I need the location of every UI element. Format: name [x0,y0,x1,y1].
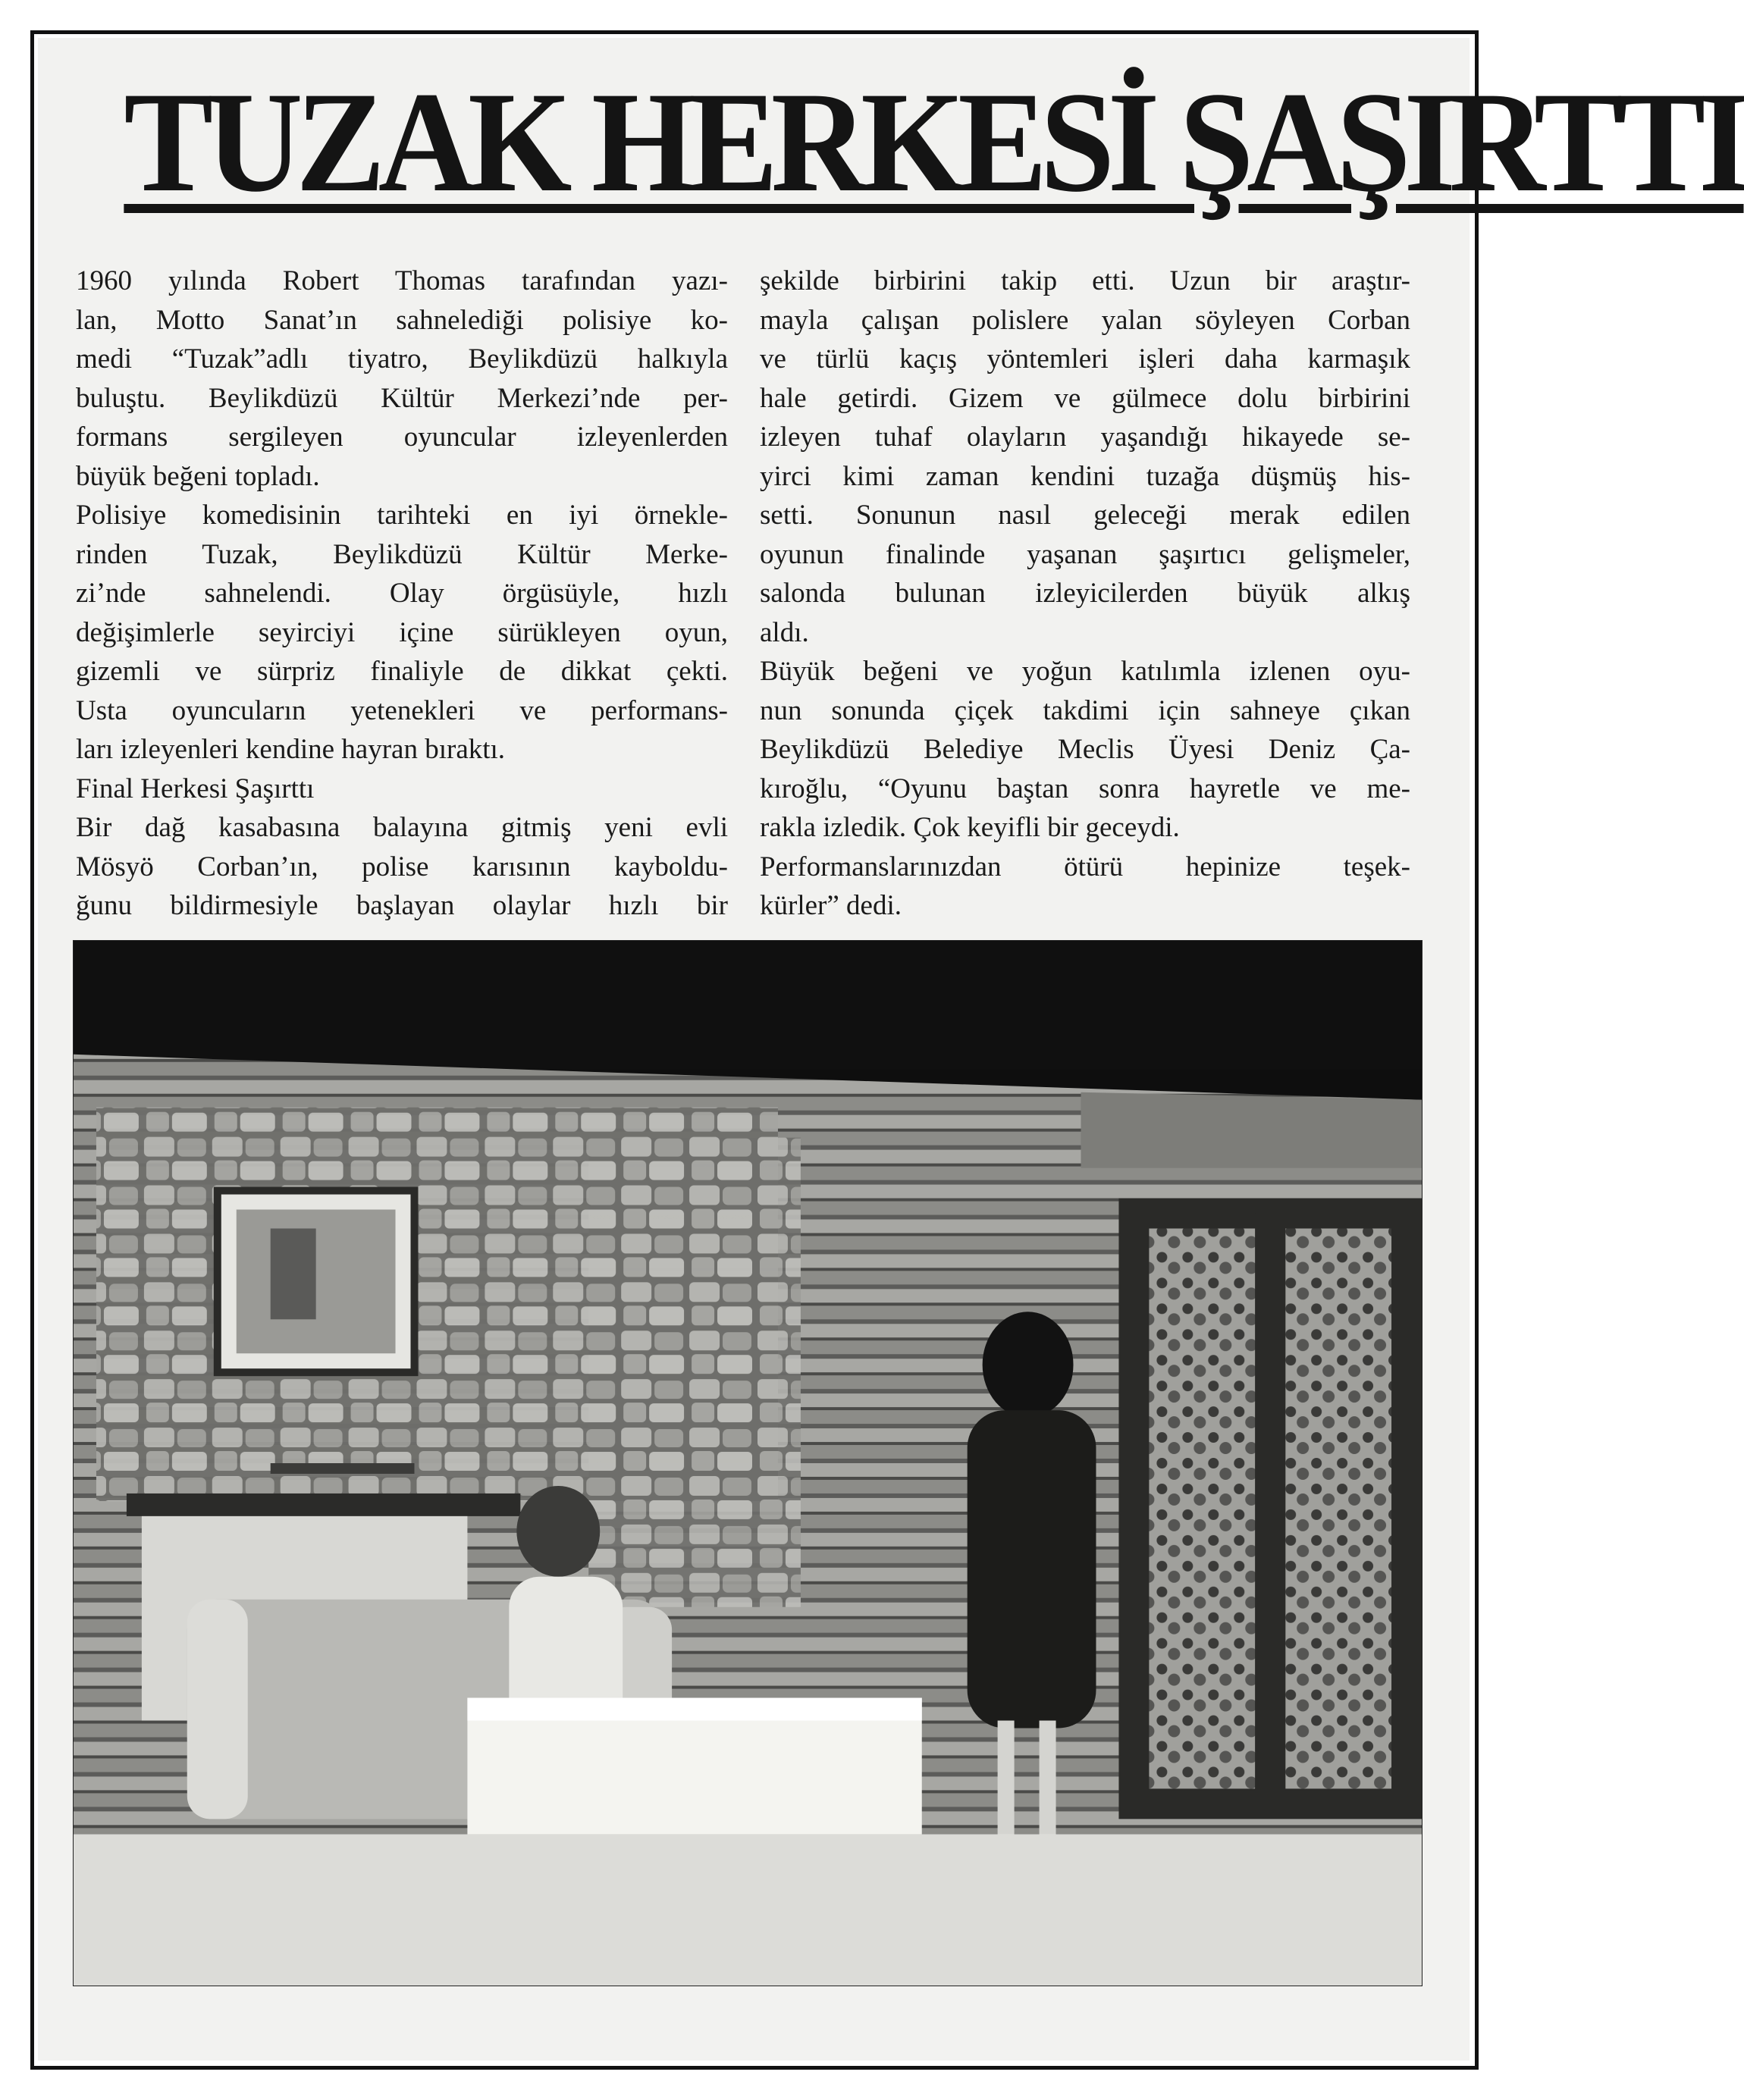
text-line: Bir dağ kasabasına balayına gitmiş yeni evli [76,812,728,843]
article-column-right [760,262,1410,926]
text-line: şekilde birbirini takip etti. Uzun bir araştır- [760,265,1410,296]
text-line: mayla çalışan polislere yalan söyleyen Corban [760,304,1410,336]
headline: TUZAK HERKESİ ŞAŞIRTTI [124,63,1744,222]
text-line: oyunun finalinde yaşanan şaşırtıcı gelişmeler, [760,538,1410,570]
text-line: kürler” dedi. [760,890,902,921]
text-line: ğunu bildirmesiyle başlayan olaylar hızlı bir [76,890,728,921]
text-line: rinden Tuzak, Beylikdüzü Kültür Merke- [76,538,728,570]
text-line: ları izleyenleri kendine hayran bıraktı. [76,734,506,765]
text-line: ve türlü kaçış yöntemleri işleri daha karmaşık [760,343,1410,375]
text-line: Polisiye komedisinin tarihteki en iyi örnekle- [76,500,728,531]
text-line: medi “Tuzak”adlı tiyatro, Beylikdüzü halkıyla [76,343,728,375]
text-line: zi’nde sahnelendi. Olay örgüsüyle, hızlı [76,578,728,609]
text-line: değişimlerle seyirciyi içine sürükleyen oyun, [76,616,728,648]
text-line: yirci kimi zaman kendini tuzağa düşmüş his- [760,460,1410,492]
text-line: Büyük beğeni ve yoğun katılımla izlenen oyu- [760,656,1410,687]
text-line: 1960 yılında Robert Thomas tarafından yazı- [76,265,728,296]
article-column-left [76,262,728,926]
text-line: Usta oyuncuların yetenekleri ve performans- [76,694,728,726]
text-line: kıroğlu, “Oyunu baştan sonra hayretle ve me- [760,773,1410,804]
text-line: rakla izledik. Çok keyifli bir geceydi. [760,812,1180,843]
subheading: Final Herkesi Şaşırttı [76,773,315,804]
text-line: formans sergileyen oyuncular izleyenlerden [76,422,728,453]
text-line: gizemli ve sürpriz finaliyle de dikkat çekti. [76,656,728,687]
text-line: aldı. [760,616,809,648]
text-line: büyük beğeni topladı. [76,460,320,492]
text-line: buluştu. Beylikdüzü Kültür Merkezi’nde per- [76,382,728,414]
stage-photo [73,940,1422,1986]
text-line: Performanslarınızdan ötürü hepinize teşek- [760,851,1410,882]
text-line: Mösyö Corban’ın, polise karısının kayboldu- [76,851,728,882]
text-line: izleyen tuhaf olayların yaşandığı hikayede se- [760,422,1410,453]
text-line: hale getirdi. Gizem ve gülmece dolu birbirini [760,382,1410,414]
text-line: setti. Sonunun nasıl geleceği merak edilen [760,500,1410,531]
text-line: salonda bulunan izleyicilerden büyük alkış [760,578,1410,609]
text-line: nun sonunda çiçek takdimi için sahneye çıkan [760,694,1410,726]
stage-scene-illustration [74,941,1422,1986]
text-line: lan, Motto Sanat’ın sahnelediği polisiye ko- [76,304,728,336]
text-line: Beylikdüzü Belediye Meclis Üyesi Deniz Ça- [760,734,1410,765]
